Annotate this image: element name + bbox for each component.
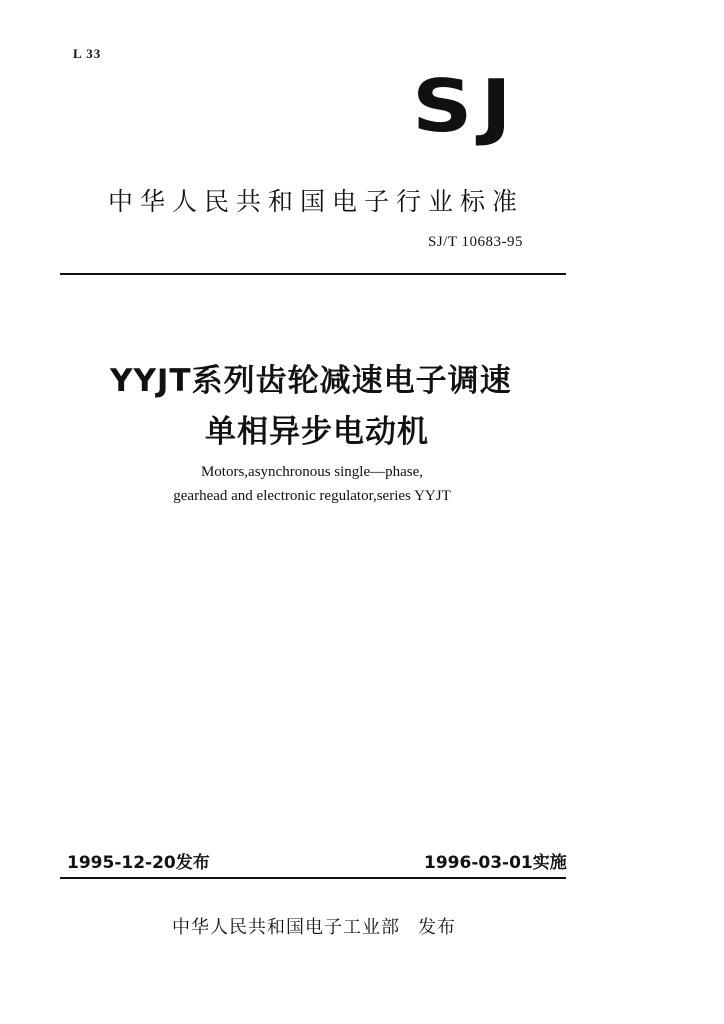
implementation-date: 1996-03-01实施 — [424, 853, 567, 873]
document-title-en-line2: gearhead and electronic regulator,series YYJT — [173, 488, 451, 504]
document-title-en-line1: Motors,asynchronous single—phase, — [200, 464, 424, 480]
top-divider — [60, 273, 566, 275]
document-title-zh-line2: 单相异步电动机 — [205, 414, 429, 450]
standard-number: SJ/T 10683-95 — [428, 234, 523, 250]
issue-date: 1995-12-20发布 — [67, 853, 210, 873]
bottom-divider — [60, 877, 566, 879]
issuing-authority — [172, 913, 456, 939]
issue-action: 发布 — [418, 917, 456, 938]
standard-category-title: 中华人民共和国电子行业标准 — [108, 187, 525, 216]
document-title-zh-line1: YYJT系列齿轮减速电子调速 — [110, 363, 512, 399]
issuer-name: 中华人民共和国电子工业部 — [172, 917, 400, 938]
document-title-en — [60, 460, 564, 508]
sj-logo: SJ — [412, 63, 520, 149]
classification-code: L 33 — [73, 46, 102, 61]
